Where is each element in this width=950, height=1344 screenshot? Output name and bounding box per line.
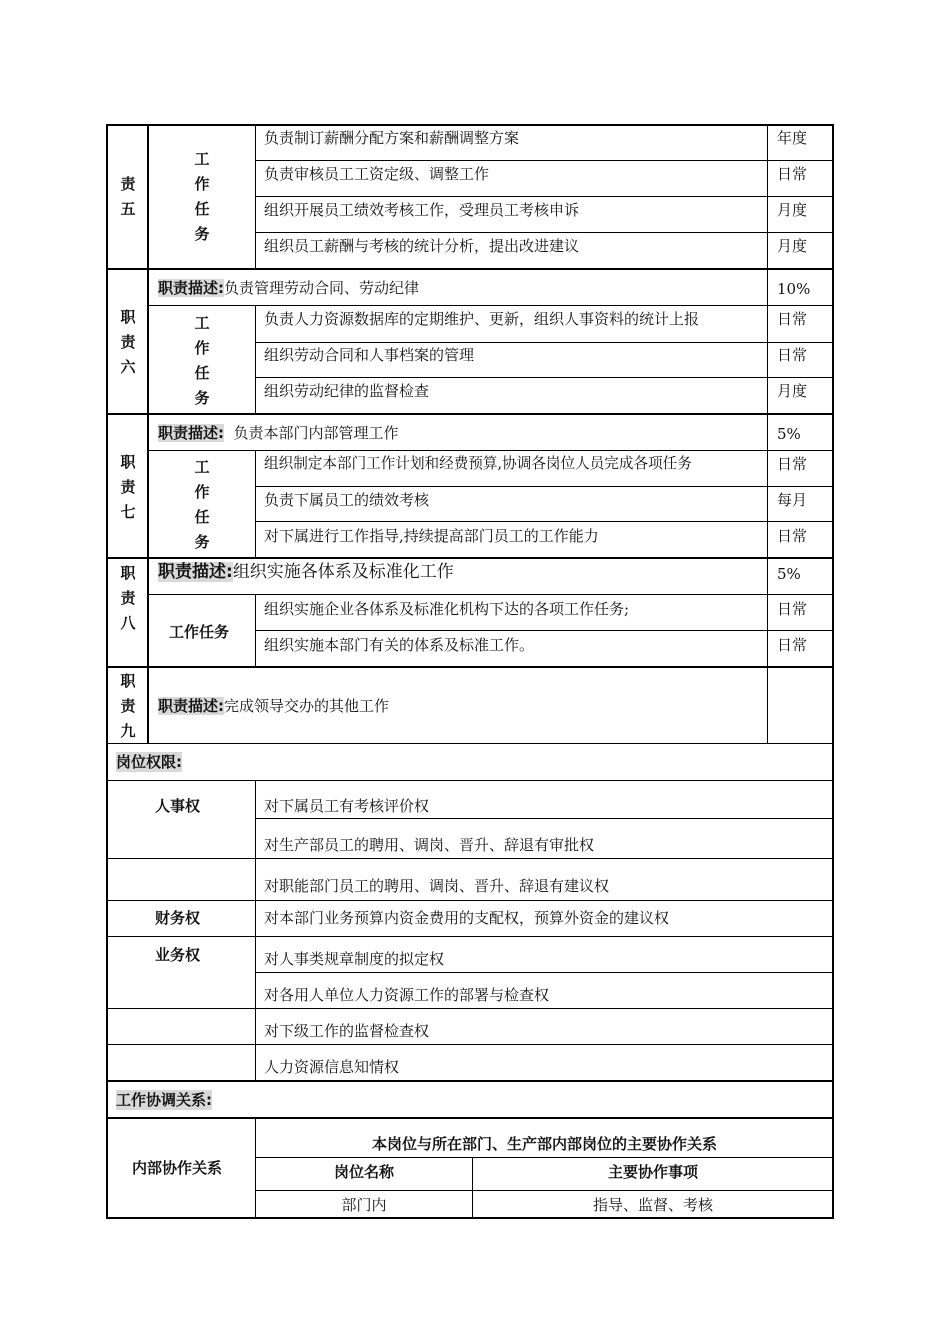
duty8-task-label: 工作任务	[169, 623, 230, 641]
duty8-freq-1: 日常	[777, 600, 808, 618]
duty7-freq-1: 日常	[777, 455, 808, 473]
duty7-weight: 5%	[777, 425, 801, 443]
duty6-task-1: 负责人力资源数据库的定期维护、更新，组织人事资料的统计上报	[264, 310, 700, 328]
duty7-task-2: 负责下属员工的绩效考核	[264, 491, 430, 509]
internal-coordination-label: 内部协作关系	[132, 1159, 223, 1177]
duty7-task-3: 对下属进行工作指导,持续提高部门员工的工作能力	[264, 527, 599, 545]
duty5-task-1: 负责制订薪酬分配方案和薪酬调整方案	[264, 129, 520, 147]
col-position-header: 岗位名称	[333, 1163, 394, 1181]
duty7-task-label: 工 作 任 务	[194, 458, 210, 551]
hr-authority-item-3: 对职能部门员工的聘用、调岗、晋升、辞退有建议权	[264, 877, 610, 895]
duty5-freq-4: 月度	[777, 237, 808, 255]
duty8-task-2: 组织实施本部门有关的体系及标准工作。	[264, 636, 535, 654]
hr-authority-item-1: 对下属员工有考核评价权	[264, 797, 430, 815]
coordination-table-title: 本岗位与所在部门、生产部内部岗位的主要协作关系	[371, 1135, 717, 1153]
duty5-task-label: 工 作 任 务	[194, 150, 210, 243]
duty7-task-1: 组织制定本部门工作计划和经费预算,协调各岗位人员完成各项任务	[264, 455, 692, 472]
duty8-task-1: 组织实施企业各体系及标准化机构下达的各项工作任务;	[264, 600, 630, 618]
duty7-freq-2: 每月	[777, 491, 808, 509]
hr-authority-item-2: 对生产部员工的聘用、调岗、晋升、辞退有审批权	[264, 836, 595, 854]
finance-authority-label: 财务权	[155, 909, 201, 927]
duty6-task-label: 工 作 任 务	[194, 314, 210, 407]
duty6-task-3: 组织劳动纪律的监督检查	[264, 382, 430, 400]
duty5-freq-2: 日常	[777, 165, 808, 183]
duty7-freq-3: 日常	[777, 527, 808, 545]
duty8-freq-2: 日常	[777, 636, 808, 654]
duty6-freq-3: 月度	[777, 382, 808, 400]
coordination-row-position: 部门内	[341, 1196, 387, 1214]
table-border-top	[106, 124, 834, 126]
duty6-task-2: 组织劳动合同和人事档案的管理	[264, 346, 475, 364]
duty6-side-label: 职 责 六	[120, 308, 136, 376]
authority-heading: 岗位权限:	[116, 753, 182, 771]
duty6-freq-1: 日常	[777, 310, 808, 328]
duty5-task-2: 负责审核员工工资定级、调整工作	[264, 165, 490, 183]
finance-authority-item: 对本部门业务预算内资金费用的支配权，预算外资金的建议权	[264, 909, 670, 927]
duty7-side-label: 职 责 七	[120, 453, 136, 521]
business-authority-item-1: 对人事类规章制度的拟定权	[264, 950, 445, 968]
duty5-task-3: 组织开展员工绩效考核工作，受理员工考核申诉	[264, 201, 580, 219]
duty5-task-4: 组织员工薪酬与考核的统计分析，提出改进建议	[264, 237, 580, 255]
duty5-freq-3: 月度	[777, 201, 808, 219]
business-authority-item-2: 对各用人单位人力资源工作的部署与检查权	[264, 986, 550, 1004]
business-authority-item-3: 对下级工作的监督检查权	[264, 1022, 430, 1040]
duty6-weight: 10%	[777, 280, 811, 298]
duty5-side-label: 责 五	[120, 175, 136, 218]
col-matters-header: 主要协作事项	[607, 1163, 698, 1181]
hr-authority-label: 人事权	[155, 797, 201, 815]
duty8-weight: 5%	[777, 565, 801, 583]
duty9-side-label: 职 责 九	[120, 672, 136, 740]
duty9-description: 职责描述:完成领导交办的其他工作	[158, 697, 390, 715]
duty6-description: 职责描述:负责管理劳动合同、劳动纪律	[158, 279, 420, 297]
duty8-description: 职责描述:组织实施各体系及标准化工作	[158, 562, 454, 582]
coordination-heading: 工作协调关系:	[116, 1091, 212, 1109]
coordination-row-matters: 指导、监督、考核	[592, 1196, 713, 1214]
duty8-side-label: 职 责 八	[120, 564, 136, 632]
table-border-bottom	[106, 1217, 834, 1219]
business-authority-label: 业务权	[155, 946, 201, 964]
duty7-description: 职责描述: 负责本部门内部管理工作	[158, 424, 399, 442]
duty5-freq-1: 年度	[777, 129, 808, 147]
business-authority-item-4: 人力资源信息知情权	[264, 1058, 400, 1076]
duty6-freq-2: 日常	[777, 346, 808, 364]
